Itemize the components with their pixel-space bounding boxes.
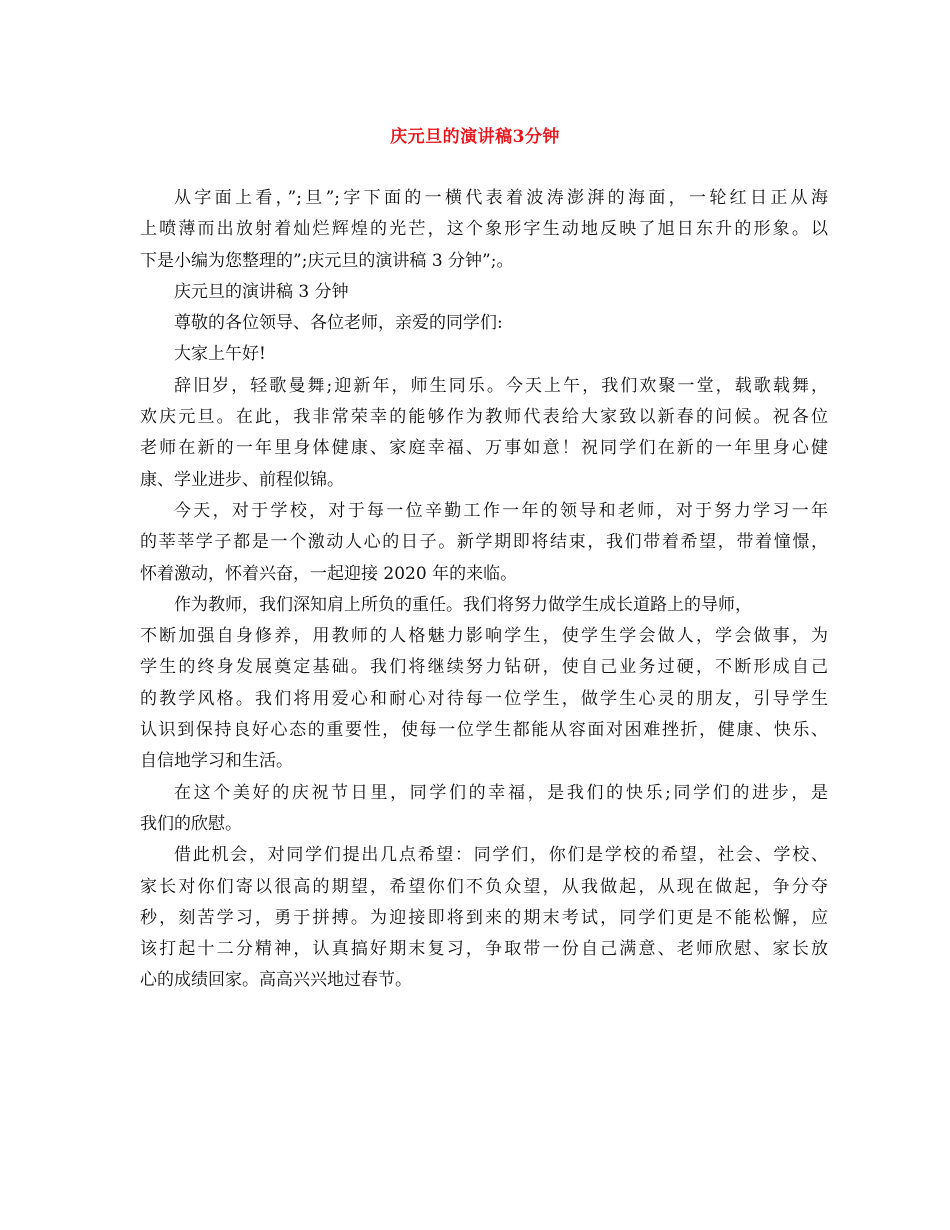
text-line: 秒，刻苦学习，勇于拼搏。为迎接即将到来的期末考试，同学们更是不能松懈，应 (140, 907, 828, 928)
text-line: 家长对你们寄以很高的期望，希望你们不负众望，从我做起，从现在做起，争分夺 (140, 876, 828, 897)
text-line: 从字面上看，”;旦”;字下面的一横代表着波涛澎湃的海面，一轮红日正从海 (174, 188, 828, 208)
paragraph-4 (140, 778, 828, 841)
paragraph-3 (140, 590, 828, 778)
text-line: 我们的欣慰。 (140, 813, 242, 834)
text-line: 老师在新的一年里身体健康、家庭幸福、万事如意！祝同学们在新的一年里身心健 (140, 438, 828, 459)
paragraph-2 (140, 496, 828, 590)
speech-subtitle: 庆元旦的演讲稿 3 分钟 (174, 281, 349, 302)
paragraph-1 (140, 371, 828, 496)
text-line: 学生的终身发展奠定基础。我们将继续努力钻研，使自己业务过硬，不断形成自己 (140, 657, 828, 678)
text-line: 上喷薄而出放射着灿烂辉煌的光芒，这个象形字生动地反映了旭日东升的形象。以 (140, 219, 828, 240)
text-line: 的教学风格。我们将用爱心和耐心对待每一位学生，做学生心灵的朋友，引导学生 (140, 688, 828, 709)
text-line: 欢庆元旦。在此，我非常荣幸的能够作为教师代表给大家致以新春的问候。祝各位 (140, 407, 828, 428)
text-line: 的莘莘学子都是一个激动人心的日子。新学期即将结束，我们带着希望，带着憧憬， (140, 532, 828, 553)
text-line: 怀着激动，怀着兴奋，一起迎接 2020 年的来临。 (140, 563, 518, 584)
text-line: 心的成绩回家。高高兴兴地过春节。 (140, 970, 412, 991)
text-line: 在这个美好的庆祝节日里，同学们的幸福，是我们的快乐;同学们的进步，是 (174, 782, 828, 803)
greeting: 大家上午好! (174, 344, 266, 365)
intro-paragraph (140, 183, 828, 277)
text-line: 今天，对于学校，对于每一位辛勤工作一年的领导和老师，对于努力学习一年 (174, 500, 828, 521)
text-line: 认识到保持良好心态的重要性，使每一位学生都能从容面对困难挫折，健康、快乐、 (140, 720, 828, 741)
text-line: 辞旧岁，轻歌曼舞;迎新年，师生同乐。今天上午，我们欢聚一堂，载歌载舞， (174, 375, 828, 396)
text-line: 康、学业进步、前程似锦。 (140, 469, 344, 490)
document-body (140, 183, 828, 997)
text-line: 下是小编为您整理的”;庆元旦的演讲稿 3 分钟”;。 (140, 250, 514, 271)
document-title: 庆元旦的演讲稿3分钟 (390, 127, 560, 147)
text-line: 借此机会，对同学们提出几点希望：同学们，你们是学校的希望，社会、学校、 (174, 845, 828, 866)
text-line: 不断加强自身修养，用教师的人格魅力影响学生，使学生学会做人，学会做事，为 (140, 626, 828, 647)
text-line: 自信地学习和生活。 (140, 751, 293, 772)
text-line: 作为教师，我们深知肩上所负的重任。我们将努力做学生成长道路上的导师， (174, 594, 752, 615)
paragraph-5 (140, 840, 828, 996)
text-line: 该打起十二分精神，认真搞好期末复习，争取带一份自己满意、老师欣慰、家长放 (140, 939, 828, 960)
salutation: 尊敬的各位领导、各位老师，亲爱的同学们: (174, 313, 503, 334)
